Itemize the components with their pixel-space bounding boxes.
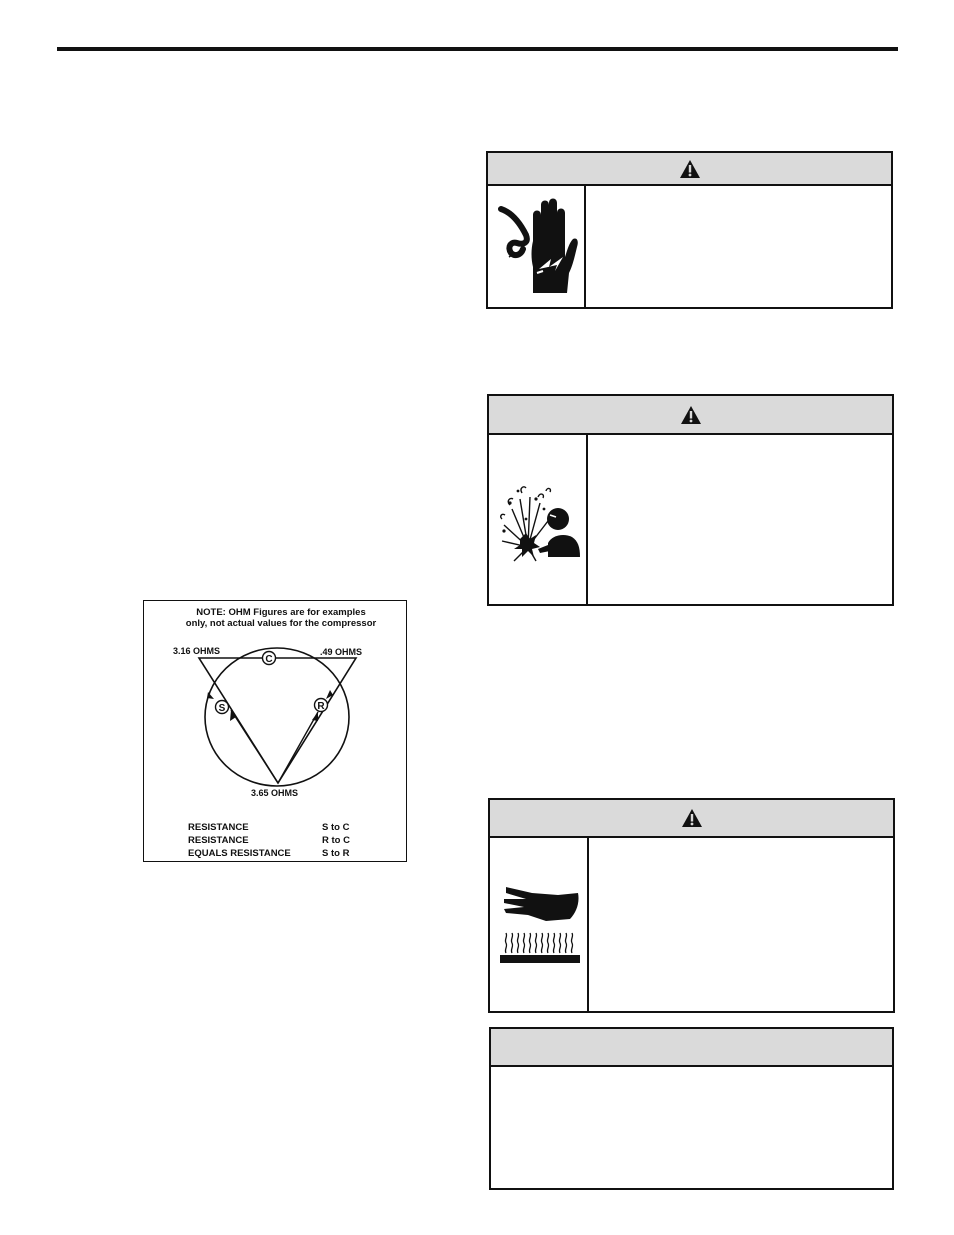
terminal-r-label: R	[317, 701, 325, 712]
warning-triangle-icon	[680, 405, 702, 425]
legend-left-3: EQUALS RESISTANCE	[188, 848, 291, 859]
warning-text	[586, 184, 891, 307]
warning-text	[587, 836, 893, 1011]
electric-shock-hand-icon	[488, 184, 586, 307]
warning-box-explosion	[487, 394, 894, 606]
legend-left-2: RESISTANCE	[188, 835, 249, 846]
warning-triangle-icon	[681, 808, 703, 828]
legend-right-2: R to C	[322, 835, 350, 846]
top-rule	[57, 47, 898, 51]
resistance-triangle	[199, 658, 356, 783]
figure-note-line2: only, not actual values for the compressor	[185, 618, 377, 629]
label-049-ohms: .49 OHMS	[320, 647, 363, 657]
notice-text	[491, 1065, 892, 1188]
warning-text	[586, 433, 892, 604]
ohm-resistance-figure	[143, 600, 407, 862]
label-3-65-ohms: 3.65 OHMS	[251, 788, 299, 798]
legend-right-3: S to R	[322, 848, 350, 859]
legend-right-1: S to C	[322, 822, 350, 833]
notice-box	[489, 1027, 894, 1190]
arrowhead-s	[207, 692, 214, 699]
legend-left-1: RESISTANCE	[188, 822, 249, 833]
terminal-c-label: C	[265, 654, 273, 665]
notice-header	[491, 1029, 892, 1067]
compressor-circle	[205, 648, 349, 786]
hot-surface-hand-icon	[490, 836, 589, 1011]
label-3-16-ohms: 3.16 OHMS	[173, 646, 221, 656]
figure-note-line1: NOTE: OHM Figures are for examples	[196, 607, 366, 618]
warning-box-electric-shock	[486, 151, 893, 309]
warning-box-hot-surface	[488, 798, 895, 1013]
explosion-hazard-icon	[489, 433, 588, 604]
warning-header	[490, 800, 893, 838]
warning-header	[488, 153, 891, 186]
warning-header	[489, 396, 892, 435]
terminal-s-label: S	[218, 703, 226, 714]
warning-triangle-icon	[679, 159, 701, 179]
